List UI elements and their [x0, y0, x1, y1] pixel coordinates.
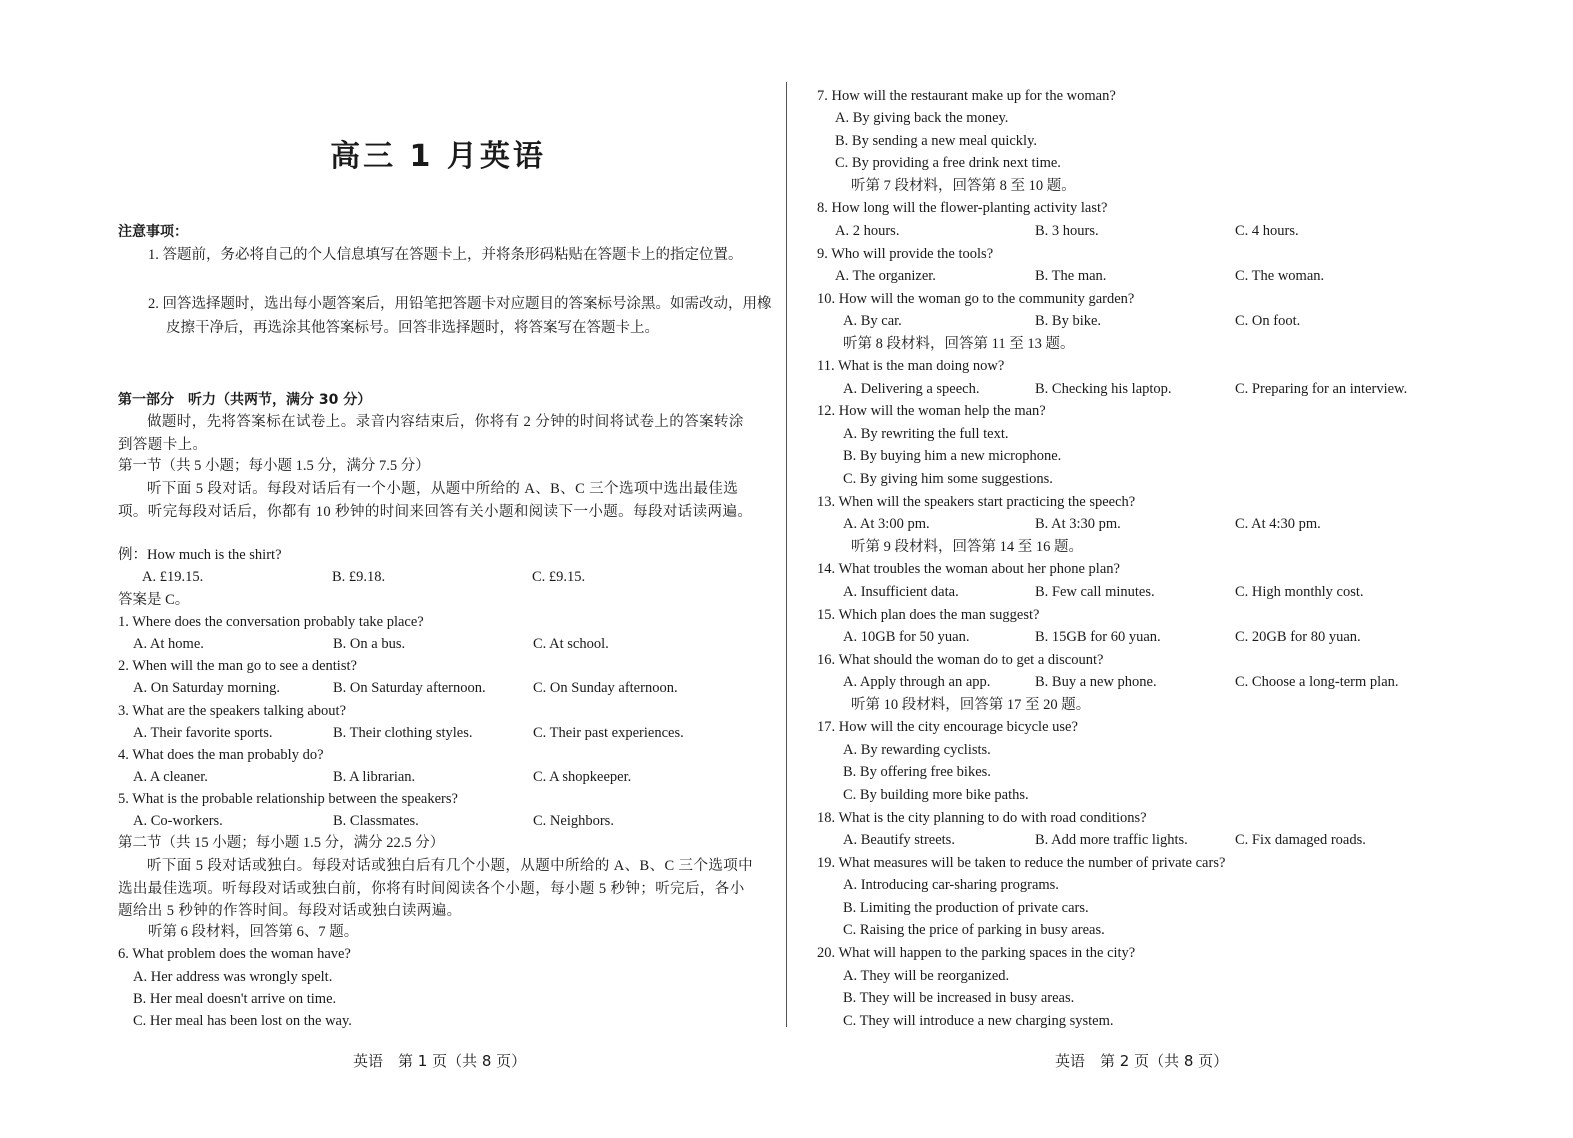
question-13: 13. When will the speakers start practicing the speech?: [817, 494, 1136, 510]
option-a: A. Co-workers.: [133, 813, 223, 829]
part1-heading: 第一部分 听力（共两节，满分 30 分）: [118, 392, 372, 408]
question-6-option-b: B. Her meal doesn't arrive on time.: [133, 991, 337, 1007]
notice-heading: 注意事项：: [118, 224, 188, 240]
question-7-option-c: C. By providing a free drink next time.: [835, 155, 1061, 171]
question-7: 7. How will the restaurant make up for the woman?: [817, 88, 1116, 104]
question-12-option-b: B. By buying him a new microphone.: [843, 448, 1062, 464]
material-7-note: 听第 7 段材料，回答第 8 至 10 题。: [851, 178, 1076, 194]
option-c: C. On Sunday afternoon.: [533, 680, 678, 696]
option-c: C. 4 hours.: [1235, 223, 1299, 239]
section1-heading: 第一节（共 5 小题；每小题 1.5 分，满分 7.5 分）: [118, 458, 430, 474]
option-b: B. Classmates.: [333, 813, 419, 829]
option-a: A. A cleaner.: [133, 769, 208, 785]
option-c: C. The woman.: [1235, 268, 1325, 284]
notice-item-2: 2. 回答选择题时，选出每小题答案后，用铅笔把答题卡对应题目的答案标号涂黑。如需改动，用橡皮擦干净后，再选涂其他答案标号。回答非选择题时，将答案写在答题卡上。: [148, 296, 772, 336]
question-15: 15. Which plan does the man suggest?: [817, 607, 1040, 623]
option-a: A. Insufficient data.: [843, 584, 959, 600]
question-12-option-c: C. By giving him some suggestions.: [843, 471, 1053, 487]
question-17-option-c: C. By building more bike paths.: [843, 787, 1029, 803]
question-4: 4. What does the man probably do?: [118, 747, 324, 763]
option-b: B. Buy a new phone.: [1035, 674, 1157, 690]
question-16: 16. What should the woman do to get a discount?: [817, 652, 1104, 668]
option-b: B. Few call minutes.: [1035, 584, 1155, 600]
question-6: 6. What problem does the woman have?: [118, 946, 351, 962]
material-6-note: 听第 6 段材料，回答第 6、7 题。: [148, 924, 359, 940]
question-7-option-b: B. By sending a new meal quickly.: [835, 133, 1038, 149]
option-c: C. Their past experiences.: [533, 725, 684, 741]
question-3: 3. What are the speakers talking about?: [118, 703, 347, 719]
option-c: C. 20GB for 80 yuan.: [1235, 629, 1361, 645]
question-19: 19. What measures will be taken to reduce the number of private cars?: [817, 855, 1226, 871]
question-20: 20. What will happen to the parking spaces in the city?: [817, 945, 1136, 961]
option-a: A. Their favorite sports.: [133, 725, 273, 741]
column-divider: [786, 82, 787, 1027]
option-c: C. On foot.: [1235, 313, 1301, 329]
question-20-option-c: C. They will introduce a new charging system.: [843, 1013, 1114, 1029]
question-19-option-a: A. Introducing car-sharing programs.: [843, 877, 1059, 893]
question-17-option-a: A. By rewarding cyclists.: [843, 742, 991, 758]
option-b: B. The man.: [1035, 268, 1107, 284]
example-answer: 答案是 C。: [118, 592, 190, 608]
question-11: 11. What is the man doing now?: [817, 358, 1005, 374]
question-17-option-b: B. By offering free bikes.: [843, 764, 991, 780]
option-b: B. £9.18.: [332, 569, 386, 585]
option-c: C. A shopkeeper.: [533, 769, 632, 785]
option-a: A. 10GB for 50 yuan.: [843, 629, 970, 645]
option-b: B. Checking his laptop.: [1035, 381, 1172, 397]
question-12: 12. How will the woman help the man?: [817, 403, 1046, 419]
option-c: C. Fix damaged roads.: [1235, 832, 1366, 848]
material-9-note: 听第 9 段材料，回答第 14 至 16 题。: [851, 539, 1083, 555]
option-a: A. 2 hours.: [835, 223, 900, 239]
option-b: B. By bike.: [1035, 313, 1102, 329]
question-5: 5. What is the probable relationship between the speakers?: [118, 791, 458, 807]
question-6-option-a: A. Her address was wrongly spelt.: [133, 969, 333, 985]
page-2-footer: 英语 第 2 页（共 8 页）: [1055, 1052, 1229, 1070]
option-b: B. 3 hours.: [1035, 223, 1099, 239]
material-8-note: 听第 8 段材料，回答第 11 至 13 题。: [843, 336, 1075, 352]
question-14: 14. What troubles the woman about her phone plan?: [817, 561, 1120, 577]
notice-item-1: 1. 答题前，务必将自己的个人信息填写在答题卡上，并将条形码粘贴在答题卡上的指定位置。: [148, 247, 743, 263]
part1-intro: 做题时，先将答案标在试卷上。录音内容结束后，你将有 2 分钟的时间将试卷上的答案转涂到答题卡上。: [118, 414, 744, 453]
option-b: B. On a bus.: [333, 636, 406, 652]
option-b: B. Their clothing styles.: [333, 725, 473, 741]
option-a: A. At home.: [133, 636, 204, 652]
example-question: 例：How much is the shirt?: [118, 547, 282, 563]
option-c: C. High monthly cost.: [1235, 584, 1364, 600]
option-a: A. £19.15.: [142, 569, 204, 585]
option-a: A. By car.: [843, 313, 902, 329]
option-c: C. Choose a long-term plan.: [1235, 674, 1399, 690]
question-12-option-a: A. By rewriting the full text.: [843, 426, 1009, 442]
question-2: 2. When will the man go to see a dentist?: [118, 658, 357, 674]
section1-intro: 听下面 5 段对话。每段对话后有一个小题，从题中所给的 A、B、C 三个选项中选出最佳选项。听完每段对话后，你都有 10 秒钟的时间来回答有关小题和阅读下一小题。每段对话读两遍。: [118, 481, 753, 520]
option-b: B. Add more traffic lights.: [1035, 832, 1188, 848]
option-a: A. Apply through an app.: [843, 674, 991, 690]
material-10-note: 听第 10 段材料，回答第 17 至 20 题。: [851, 697, 1091, 713]
option-a: A. Beautify streets.: [843, 832, 955, 848]
option-a: A. The organizer.: [835, 268, 936, 284]
question-1: 1. Where does the conversation probably take place?: [118, 614, 424, 630]
page-1-footer: 英语 第 1 页（共 8 页）: [353, 1052, 527, 1070]
question-19-option-c: C. Raising the price of parking in busy areas.: [843, 922, 1105, 938]
question-7-option-a: A. By giving back the money.: [835, 110, 1009, 126]
option-c: C. £9.15.: [532, 569, 586, 585]
page-title: 高三 1 月英语: [330, 139, 546, 174]
option-c: C. At 4:30 pm.: [1235, 516, 1321, 532]
question-20-option-a: A. They will be reorganized.: [843, 968, 1010, 984]
question-17: 17. How will the city encourage bicycle use?: [817, 719, 1078, 735]
option-b: B. 15GB for 60 yuan.: [1035, 629, 1161, 645]
option-a: A. On Saturday morning.: [133, 680, 280, 696]
option-a: A. Delivering a speech.: [843, 381, 980, 397]
question-20-option-b: B. They will be increased in busy areas.: [843, 990, 1075, 1006]
question-19-option-b: B. Limiting the production of private cars.: [843, 900, 1089, 916]
option-a: A. At 3:00 pm.: [843, 516, 930, 532]
question-10: 10. How will the woman go to the community garden?: [817, 291, 1135, 307]
option-c: C. Neighbors.: [533, 813, 614, 829]
option-b: B. At 3:30 pm.: [1035, 516, 1121, 532]
question-18: 18. What is the city planning to do with road conditions?: [817, 810, 1147, 826]
section2-heading: 第二节（共 15 小题；每小题 1.5 分，满分 22.5 分）: [118, 835, 445, 851]
option-b: B. A librarian.: [333, 769, 416, 785]
section2-intro: 听下面 5 段对话或独白。每段对话或独白后有几个小题，从题中所给的 A、B、C 三个选项中选出最佳选项。听每段对话或独白前，你将有时间阅读各个小题，每小题 5 秒钟；听完后，各小题给出 5 秒钟的作答时间。每段对话或独白读两遍。: [118, 858, 754, 919]
question-8: 8. How long will the flower-planting activity last?: [817, 200, 1108, 216]
option-c: C. Preparing for an interview.: [1235, 381, 1408, 397]
option-b: B. On Saturday afternoon.: [333, 680, 486, 696]
question-9: 9. Who will provide the tools?: [817, 246, 994, 262]
question-6-option-c: C. Her meal has been lost on the way.: [133, 1013, 352, 1029]
option-c: C. At school.: [533, 636, 609, 652]
